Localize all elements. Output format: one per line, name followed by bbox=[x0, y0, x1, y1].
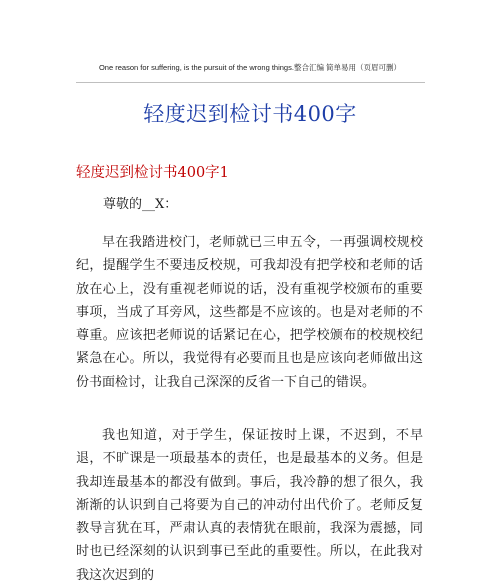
body-paragraph-2: 我也知道，对于学生，保证按时上课，不迟到，不早退，不旷课是一项最基本的责任，也是最基本的义务。但是我却连最基本的都没有做到。事后，我冷静的想了很久，我渐渐的认识到自己将要为自己的冲动付出代价了。老师反复教导言犹在耳，严肃认真的表情犹在眼前，我深为震撼，同时也已经深刻的认识到事已至此的重要性。所以，在此我对我这次迟到的 bbox=[76, 428, 423, 583]
header-divider bbox=[76, 82, 425, 83]
section-title: 轻度迟到检讨书400字1 bbox=[76, 165, 229, 181]
body-paragraph-1: 早在我踏进校门，老师就已三申五令，一再强调校规校纪，提醒学生不要违反校规，可我却没有把学校和老师的话放在心上，没有重视老师说的话，没有重视学校颁布的重要事项，当成了耳旁风，这些都是不应该的。也是对老师的不尊重。应该把老师说的话紧记在心，把学校颁布的校规校纪紧急在心。所以，我觉得有必要而且也是应该向老师做出这份书面检讨，让我自己深深的反省一下自己的错误。 bbox=[76, 235, 423, 390]
page-header: One reason for suffering, is the pursuit of the wrong things.整合汇编 简单易用（页眉可删） bbox=[98, 63, 402, 72]
document-title: 轻度迟到检讨书400字 bbox=[143, 102, 357, 126]
greeting: 尊敬的__X： bbox=[103, 197, 178, 212]
